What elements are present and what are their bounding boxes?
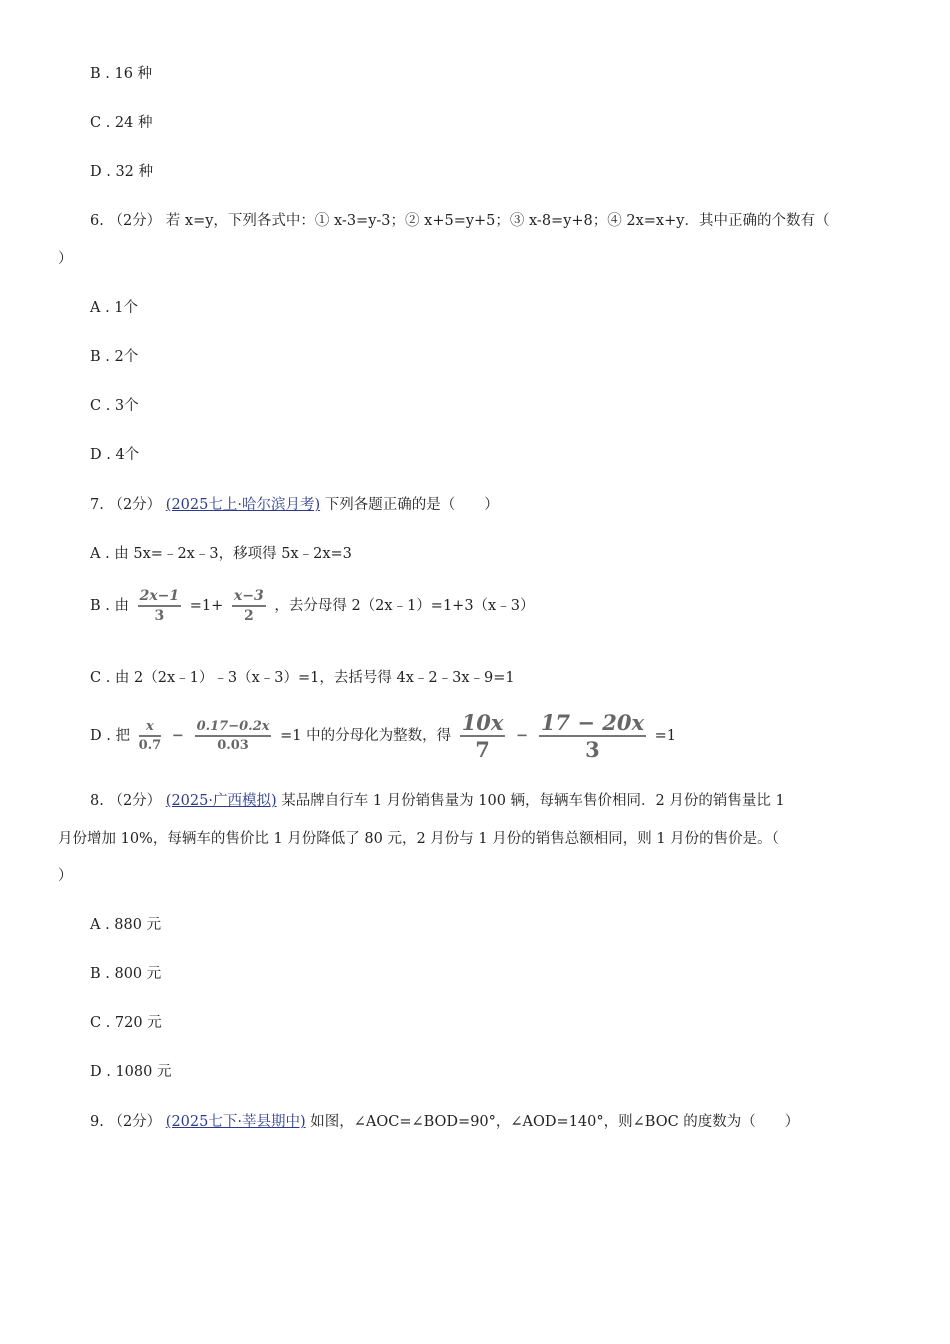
- option-b-prefix: B . 由: [90, 598, 129, 614]
- question-8-text-cont: 月份增加 10%，每辆车的售价比 1 月份降低了 80 元，2 月份与 1 月份的销售总额相同，则 1 月份的售价是。（: [58, 831, 779, 847]
- question-8-source-link[interactable]: (2025·广西模拟): [165, 793, 277, 809]
- option-b: [90, 588, 534, 624]
- question-9-text: 如图，∠AOC=∠BOD=90°，∠AOD=140°，则∠BOC 的度数为（ ）: [310, 1114, 800, 1130]
- question-9: [90, 1112, 799, 1132]
- fraction-decimal-over-0-03: [195, 720, 272, 752]
- question-7-source-link[interactable]: (2025七上·哈尔滨月考): [165, 497, 321, 513]
- option-d: D . 4个: [90, 447, 140, 463]
- question-8-close: ）: [58, 868, 73, 884]
- fraction-x-over-0-7: [139, 720, 162, 752]
- fraction-denominator: 0.03: [217, 737, 249, 753]
- fraction-denominator: 2: [243, 607, 254, 624]
- option-a: A . 由 5x=﹣2x﹣3，移项得 5x﹣2x=3: [90, 546, 352, 562]
- minus-sign: −: [516, 727, 529, 744]
- fraction-numerator: x−3: [233, 588, 264, 605]
- minus-sign: −: [171, 727, 184, 744]
- fraction-denominator: 3: [154, 607, 165, 624]
- fraction-denominator: 3: [585, 737, 600, 762]
- fraction-bar: [195, 735, 272, 737]
- fraction-bar: [139, 735, 162, 737]
- fraction-denominator: 7: [475, 737, 490, 762]
- question-6-text: 6. （2分） 若 x=y，下列各式中：① x-3=y-3；② x+5=y+5；③ x-8=y+8；④ 2x=x+y．其中正确的个数有（: [90, 213, 830, 229]
- fraction-bar: [138, 605, 182, 607]
- question-9-number: 9. （2分）: [90, 1114, 162, 1130]
- fraction-numerator: x: [145, 719, 154, 735]
- fraction-x-3-over-2: [232, 589, 266, 623]
- question-9-source-link[interactable]: (2025七下·莘县期中): [165, 1114, 306, 1130]
- option-a: A . 880 元: [90, 917, 162, 933]
- option-d: D . 32 种: [90, 164, 154, 180]
- option-d-prefix: D . 把: [90, 728, 130, 744]
- option-b: B . 16 种: [90, 66, 153, 82]
- option-d-suffix: =1: [654, 728, 676, 744]
- option-c: C . 24 种: [90, 115, 153, 131]
- fraction-numerator: 10x: [461, 710, 504, 735]
- fraction-17-20x-over-3: [539, 712, 646, 760]
- option-a: A . 1个: [90, 300, 139, 316]
- fraction-numerator: 17 − 20x: [540, 710, 644, 735]
- fraction-bar: [232, 605, 266, 607]
- option-c: C . 3个: [90, 398, 139, 414]
- option-b: B . 800 元: [90, 966, 162, 982]
- option-b-suffix: ，去分母得 2（2x﹣1）=1+3（x﹣3）: [274, 598, 535, 614]
- fraction-denominator: 0.7: [138, 737, 162, 753]
- option-b-mid: =1+: [189, 598, 224, 614]
- question-7-text: 下列各题正确的是（ ）: [324, 497, 499, 513]
- fraction-2x-1-over-3: [138, 589, 182, 623]
- fraction-numerator: 2x−1: [139, 588, 180, 605]
- fraction-10x-over-7: [460, 712, 506, 760]
- question-6-close: ）: [58, 251, 73, 267]
- option-d-mid: =1 中的分母化为整数，得: [280, 728, 452, 744]
- question-7-number: 7. （2分）: [90, 497, 162, 513]
- option-c: C . 720 元: [90, 1015, 162, 1031]
- option-b: B . 2个: [90, 349, 139, 365]
- question-8-text: 某品牌自行车 1 月份销售量为 100 辆，每辆车售价相同．2 月份的销售量比 1: [281, 793, 785, 809]
- question-7: [90, 495, 499, 515]
- fraction-numerator: 0.17−0.2x: [196, 719, 270, 735]
- option-c: C . 由 2（2x﹣1）﹣3（x﹣3）=1，去括号得 4x﹣2﹣3x﹣9=1: [90, 670, 515, 686]
- question-8-number: 8. （2分）: [90, 793, 162, 809]
- question-8: [90, 791, 785, 811]
- option-d: [90, 712, 676, 760]
- option-d: D . 1080 元: [90, 1064, 172, 1080]
